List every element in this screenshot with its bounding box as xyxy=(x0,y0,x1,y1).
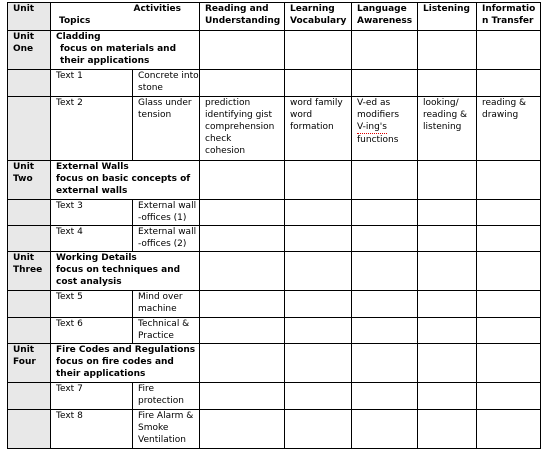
unit-heading xyxy=(51,31,200,70)
unit-spacer xyxy=(8,410,51,449)
reading-item: identifying gist xyxy=(205,110,273,120)
unit-spacer xyxy=(8,383,51,410)
text-name: Text 7 xyxy=(51,383,133,410)
unit-title: Working Details xyxy=(56,253,137,263)
unit-label: Unit One xyxy=(8,31,51,70)
cell-empty xyxy=(477,226,541,252)
cell-empty xyxy=(352,252,418,291)
cell-empty xyxy=(352,200,418,226)
header-listening: Listening xyxy=(418,3,477,31)
text-name: Text 3 xyxy=(51,200,133,226)
language-item: V-ing's xyxy=(357,122,387,132)
cell-empty xyxy=(285,31,352,70)
unit-title: Fire Codes and Regulations xyxy=(56,345,196,355)
cell-empty xyxy=(200,200,285,226)
cell-empty xyxy=(418,226,477,252)
header-row xyxy=(8,3,541,31)
cell-empty xyxy=(200,31,285,70)
cell-empty xyxy=(352,410,418,449)
language-item: V-ed as xyxy=(357,98,391,108)
cell-empty xyxy=(418,31,477,70)
header-topics-label: Topics xyxy=(59,16,91,26)
cell-empty xyxy=(477,200,541,226)
unit-spacer xyxy=(8,226,51,252)
cell-empty xyxy=(352,291,418,318)
unit-focus: focus on materials and their applications xyxy=(60,44,177,66)
cell-empty xyxy=(285,383,352,410)
cell-empty xyxy=(418,252,477,291)
reading-item: check xyxy=(205,134,232,144)
cell-empty xyxy=(352,70,418,97)
unit-focus: focus on techniques and cost analysis xyxy=(56,265,181,287)
cell-empty xyxy=(477,410,541,449)
text-name: Text 8 xyxy=(51,410,133,449)
header-reading: Reading and Understanding xyxy=(200,3,285,31)
text-row xyxy=(8,226,541,252)
unit-title: External Walls xyxy=(56,162,129,172)
cell-empty xyxy=(477,383,541,410)
language-item: modifiers xyxy=(357,110,400,120)
cell-empty xyxy=(352,161,418,200)
text-topic: Fire Alarm & Smoke Ventilation xyxy=(133,410,200,449)
cell-empty xyxy=(477,252,541,291)
info-item: drawing xyxy=(482,110,519,120)
text-name: Text 5 xyxy=(51,291,133,318)
text-topic: External wall -offices (1) xyxy=(133,200,200,226)
text-topic: Mind over machine xyxy=(133,291,200,318)
cell-empty xyxy=(200,226,285,252)
cell-empty xyxy=(418,70,477,97)
listening-item: listening xyxy=(423,122,462,132)
unit-label: Unit Two xyxy=(8,161,51,200)
text-topic: Fire protection xyxy=(133,383,200,410)
text-topic: Technical & Practice xyxy=(133,318,200,344)
text-name: Text 2 xyxy=(51,97,133,161)
cell-empty xyxy=(285,252,352,291)
cell-empty xyxy=(200,383,285,410)
unit-row xyxy=(8,344,541,383)
unit-title: Cladding xyxy=(56,32,101,42)
unit-focus: focus on fire codes and their applications xyxy=(56,357,174,379)
unit-label: Unit Three xyxy=(8,252,51,291)
text-name: Text 4 xyxy=(51,226,133,252)
text-row xyxy=(8,291,541,318)
header-unit-label: Unit xyxy=(13,4,35,14)
listening-activities xyxy=(418,97,477,161)
cell-empty xyxy=(418,410,477,449)
text-row xyxy=(8,410,541,449)
cell-empty xyxy=(200,252,285,291)
unit-spacer xyxy=(8,70,51,97)
language-item: functions xyxy=(357,135,399,145)
text-name: Text 1 xyxy=(51,70,133,97)
vocab-item: formation xyxy=(290,122,334,132)
unit-row xyxy=(8,31,541,70)
header-activities-label: Activities xyxy=(133,4,181,14)
cell-empty xyxy=(477,161,541,200)
cell-empty xyxy=(200,70,285,97)
cell-empty xyxy=(418,161,477,200)
cell-empty xyxy=(285,344,352,383)
cell-empty xyxy=(200,410,285,449)
unit-row xyxy=(8,252,541,291)
listening-item: looking/ xyxy=(423,98,459,108)
vocab-item: word xyxy=(290,110,313,120)
cell-empty xyxy=(418,291,477,318)
cell-empty xyxy=(418,383,477,410)
unit-spacer xyxy=(8,200,51,226)
cell-empty xyxy=(285,291,352,318)
syllabus-table xyxy=(7,2,541,449)
text-topic: External wall -offices (2) xyxy=(133,226,200,252)
header-info-transfer: Informatio n Transfer xyxy=(477,3,541,31)
listening-item: reading & xyxy=(423,110,468,120)
unit-label: Unit Four xyxy=(8,344,51,383)
cell-empty xyxy=(418,344,477,383)
cell-empty xyxy=(477,318,541,344)
cell-empty xyxy=(285,318,352,344)
cell-empty xyxy=(285,70,352,97)
reading-item: comprehension xyxy=(205,122,275,132)
cell-empty xyxy=(352,318,418,344)
text-name: Text 6 xyxy=(51,318,133,344)
syllabus-page xyxy=(7,2,541,449)
unit-spacer xyxy=(8,291,51,318)
reading-item: cohesion xyxy=(205,146,246,156)
header-vocabulary: Learning Vocabulary xyxy=(285,3,352,31)
unit-heading xyxy=(51,161,200,200)
text-row xyxy=(8,97,541,161)
language-activities xyxy=(352,97,418,161)
text-row xyxy=(8,318,541,344)
cell-empty xyxy=(352,383,418,410)
cell-empty xyxy=(418,200,477,226)
cell-empty xyxy=(477,344,541,383)
text-row xyxy=(8,70,541,97)
cell-empty xyxy=(418,318,477,344)
cell-empty xyxy=(477,31,541,70)
info-item: reading & xyxy=(482,98,527,108)
unit-focus: focus on basic concepts of external walls xyxy=(56,174,191,196)
vocab-item: word family xyxy=(290,98,343,108)
reading-activities xyxy=(200,97,285,161)
cell-empty xyxy=(200,318,285,344)
cell-empty xyxy=(285,161,352,200)
cell-empty xyxy=(285,226,352,252)
text-topic: Glass under tension xyxy=(133,97,200,161)
cell-empty xyxy=(200,344,285,383)
cell-empty xyxy=(352,31,418,70)
cell-empty xyxy=(477,291,541,318)
cell-empty xyxy=(200,161,285,200)
unit-row xyxy=(8,161,541,200)
header-language: Language Awareness xyxy=(352,3,418,31)
cell-empty xyxy=(477,70,541,97)
cell-empty xyxy=(285,200,352,226)
cell-empty xyxy=(200,291,285,318)
unit-spacer xyxy=(8,97,51,161)
unit-heading xyxy=(51,252,200,291)
info-activities xyxy=(477,97,541,161)
vocabulary-activities xyxy=(285,97,352,161)
cell-empty xyxy=(352,344,418,383)
header-unit xyxy=(8,3,51,31)
cell-empty xyxy=(352,226,418,252)
text-row xyxy=(8,383,541,410)
reading-item: prediction xyxy=(205,98,251,108)
unit-spacer xyxy=(8,318,51,344)
unit-heading xyxy=(51,344,200,383)
cell-empty xyxy=(285,410,352,449)
text-row xyxy=(8,200,541,226)
text-topic: Concrete into stone xyxy=(133,70,200,97)
header-topics-activities xyxy=(51,3,200,31)
